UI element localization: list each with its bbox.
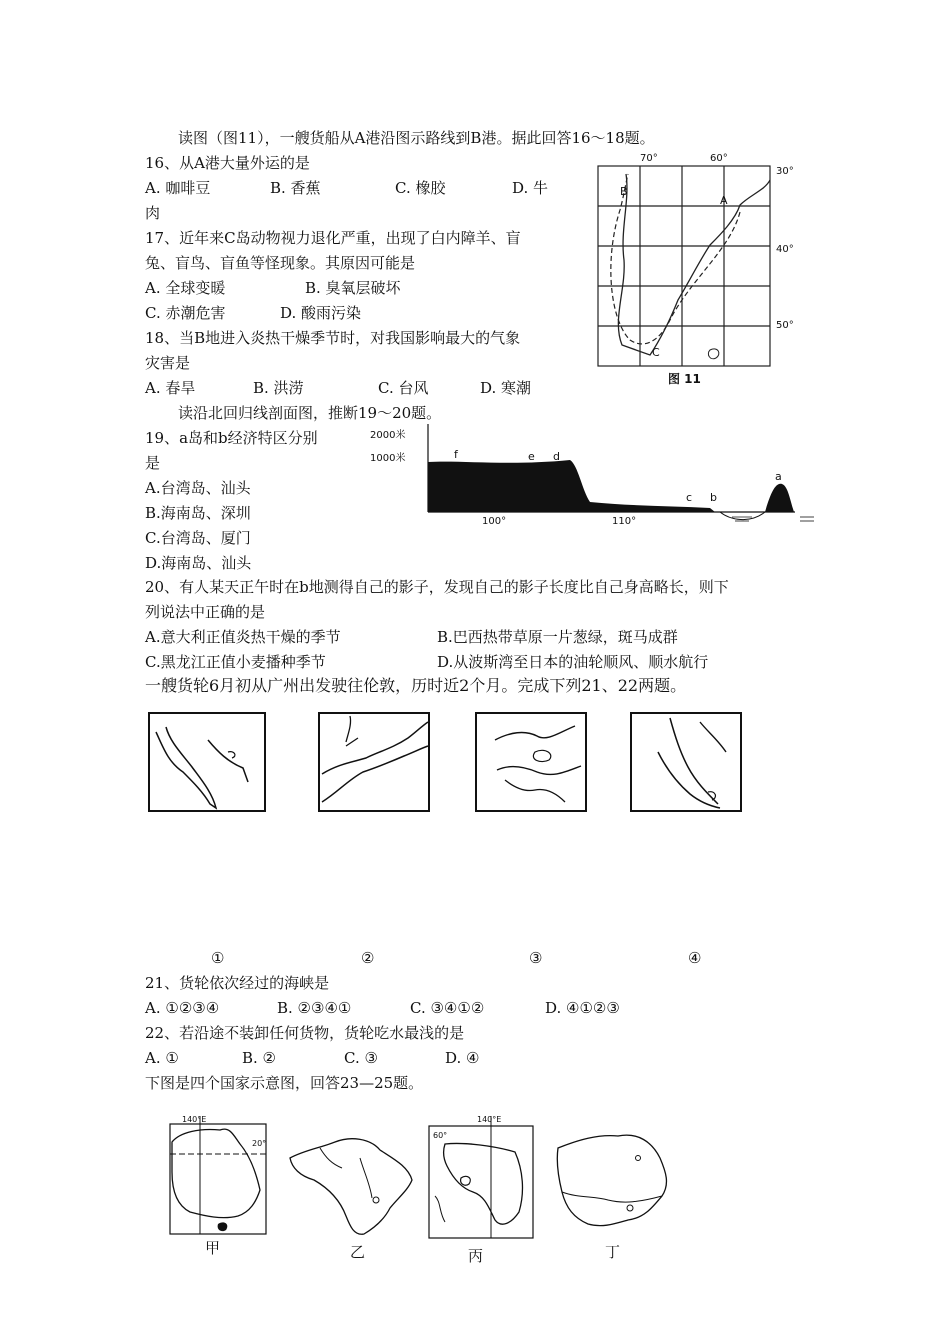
country-map-bing [425, 1112, 540, 1247]
strait-map-2 [318, 712, 430, 812]
q19-option-c: C.台湾岛、厦门 [145, 529, 251, 547]
intro-21-22: 一艘货轮6月初从广州出发驶往伦敦，历时近2个月。完成下列21、22两题。 [145, 676, 687, 695]
profile-label-e: e [528, 450, 535, 463]
country-label-bing: 丙 [468, 1247, 484, 1265]
jia-lon-label: 140°E [182, 1115, 207, 1124]
q19-option-b: B.海南岛、深圳 [145, 504, 251, 522]
q19-stem-2: 是 [145, 454, 161, 472]
q21-option-c: C. ③④①② [410, 999, 485, 1017]
q22-option-c: C. ③ [344, 1049, 378, 1067]
q22-option-b: B. ② [242, 1049, 277, 1067]
q17-stem-1: 17、近年来C岛动物视力退化严重，出现了白内障羊、盲 [145, 229, 521, 247]
fig11-label-c: C [652, 346, 660, 359]
q21-option-b: B. ②③④① [277, 999, 352, 1017]
q16-option-c: C. 橡胶 [395, 179, 446, 197]
strait-label-2: ② [361, 949, 375, 967]
strait-label-3: ③ [529, 949, 543, 967]
q20-option-b: B.巴西热带草原一片葱绿，斑马成群 [437, 628, 678, 646]
q21-option-d: D. ④①②③ [545, 999, 620, 1017]
country-map-yi [280, 1128, 420, 1243]
strait-label-4: ④ [688, 949, 702, 967]
country-label-jia: 甲 [205, 1239, 221, 1257]
fig11-lon-60: 60° [710, 153, 728, 164]
q22-stem: 22、若沿途不装卸任何货物，货轮吃水最浅的是 [145, 1024, 465, 1042]
q19-option-a: A.台湾岛、汕头 [145, 479, 251, 497]
q16-option-b: B. 香蕉 [270, 179, 321, 197]
profile-label-c: c [686, 491, 693, 504]
strait-map-1 [148, 712, 266, 812]
q17-option-d: D. 酸雨污染 [280, 304, 362, 322]
fig11-lat-40: 40° [776, 244, 794, 255]
country-label-ding: 丁 [605, 1243, 621, 1261]
profile-label-b: b [710, 491, 717, 504]
tropic-profile-chart [370, 420, 820, 535]
fig11-label-a: A [720, 194, 728, 207]
q16-option-a: A. 咖啡豆 [145, 179, 211, 197]
q18-option-b: B. 洪涝 [253, 379, 304, 397]
q21-option-a: A. ①②③④ [145, 999, 220, 1017]
q18-option-c: C. 台风 [378, 379, 429, 397]
q21-stem: 21、货轮依次经过的海峡是 [145, 974, 330, 992]
strait-map-4 [630, 712, 742, 812]
bing-lon-label: 140°E [477, 1115, 502, 1124]
profile-label-f: f [454, 448, 458, 461]
country-label-yi: 乙 [350, 1243, 366, 1261]
fig11-caption: 图 11 [668, 372, 701, 386]
profile-label-d: d [553, 450, 560, 463]
q17-option-c: C. 赤潮危害 [145, 304, 226, 322]
profile-x-100: 100° [482, 516, 507, 527]
q19-stem-1: 19、a岛和b经济特区分别 [145, 429, 318, 447]
q17-stem-2: 兔、盲鸟、盲鱼等怪现象。其原因可能是 [145, 254, 416, 272]
country-map-ding [548, 1128, 678, 1243]
q16-option-d-cont: 肉 [145, 204, 161, 222]
q17-option-b: B. 臭氧层破坏 [305, 279, 401, 297]
q20-option-c: C.黑龙江正值小麦播种季节 [145, 653, 326, 671]
q18-stem-1: 18、当B地进入炎热干燥季节时，对我国影响最大的气象 [145, 329, 521, 347]
profile-label-a: a [775, 470, 782, 483]
q20-option-a: A.意大利正值炎热干燥的季节 [145, 628, 341, 646]
q20-option-d: D.从波斯湾至日本的油轮顺风、顺水航行 [437, 653, 709, 671]
fig11-label-b: B [620, 185, 628, 198]
intro-23-25: 下图是四个国家示意图，回答23—25题。 [145, 1074, 424, 1092]
figure-11-map [590, 150, 810, 390]
fig11-lon-70: 70° [640, 153, 658, 164]
q16-option-d: D. 牛 [512, 179, 549, 197]
jia-lat-label: 20° [252, 1139, 267, 1148]
strait-map-3 [475, 712, 587, 812]
q16-stem: 16、从A港大量外运的是 [145, 154, 310, 172]
q17-option-a: A. 全球变暖 [145, 279, 226, 297]
country-map-jia [160, 1112, 270, 1242]
q18-stem-2: 灾害是 [145, 354, 191, 372]
intro-16-18: 读图（图11），一艘货船从A港沿图示路线到B港。据此回答16～18题。 [178, 129, 655, 147]
q18-option-d: D. 寒潮 [480, 379, 532, 397]
profile-y-2000: 2000米 [370, 430, 406, 441]
q20-stem-2: 列说法中正确的是 [145, 603, 266, 621]
q20-stem-1: 20、有人某天正午时在b地测得自己的影子，发现自己的影子长度比自己身高略长，则下 [145, 578, 729, 596]
profile-x-110: 110° [612, 516, 637, 527]
bing-lat-label: 60° [433, 1131, 448, 1140]
strait-label-1: ① [211, 949, 225, 967]
q18-option-a: A. 春旱 [145, 379, 196, 397]
intro-19-20: 读沿北回归线剖面图，推断19～20题。 [178, 404, 442, 422]
q22-option-a: A. ① [145, 1049, 179, 1067]
fig11-lat-30: 30° [776, 166, 794, 177]
profile-y-1000: 1000米 [370, 453, 406, 464]
q22-option-d: D. ④ [445, 1049, 480, 1067]
fig11-lat-50: 50° [776, 320, 794, 331]
q19-option-d: D.海南岛、汕头 [145, 554, 252, 572]
